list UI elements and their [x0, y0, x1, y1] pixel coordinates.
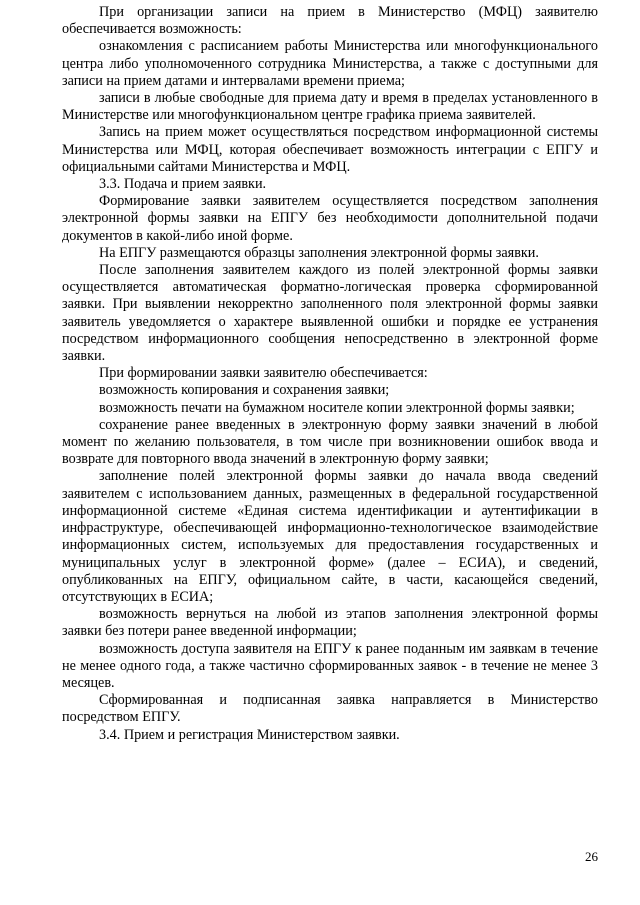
list-item: заполнение полей электронной формы заявки до начала ввода сведений заявителем с использованием данных, размещенных в федеральной государственной информационной системе «Единая система идентификации и аутентификации в инфраструктуре, обеспечивающей информационно-технологическое взаимодействие информационных систем, используемых для предоставления государственных и муниципальных услуг в электронной форме» (далее – ЕСИА), и сведений, опубликованных на ЕПГУ, официальном сайте, в части, касающейся сведений, отсутствующих в ЕСИА;: [62, 468, 598, 605]
list-item: возможность печати на бумажном носителе копии электронной формы заявки;: [99, 399, 575, 416]
list-item: возможность копирования и сохранения заявки;: [99, 382, 390, 399]
section-heading: 3.4. Прием и регистрация Министерством заявки.: [99, 726, 400, 743]
paragraph: Формирование заявки заявителем осуществляется посредством заполнения электронной формы заявки на ЕПГУ без необходимости дополнительной подачи документов в какой-либо иной форме.: [62, 193, 598, 244]
paragraph: При формировании заявки заявителю обеспечивается:: [99, 365, 428, 382]
paragraph: При организации записи на прием в Министерство (МФЦ) заявителю обеспечивается возможность:: [62, 4, 598, 38]
list-item: возможность вернуться на любой из этапов заполнения электронной формы заявки без потери ранее введенной информации;: [62, 606, 598, 640]
paragraph: На ЕПГУ размещаются образцы заполнения электронной формы заявки.: [99, 244, 539, 261]
document-body: [62, 4, 598, 744]
paragraph: После заполнения заявителем каждого из полей электронной формы заявки осуществляется автоматическая форматно-логическая проверка сформированной заявки. При выявлении некорректно заполненного поля электронной формы заявки заявитель уведомляется о характере выявленной ошибки и порядке ее устранения посредством информационного сообщения непосредственно в электронной форме заявки.: [62, 262, 598, 365]
paragraph: Запись на прием может осуществляться посредством информационной системы Министерства или МФЦ, которая обеспечивает возможность интеграции с ЕПГУ и официальными сайтами Министерства и МФЦ.: [62, 124, 598, 175]
paragraph: записи в любые свободные для приема дату и время в пределах установленного в Министерстве или многофункциональном центре графика приема заявителей.: [62, 90, 598, 124]
section-heading: 3.3. Подача и прием заявки.: [99, 176, 267, 193]
list-item: сохранение ранее введенных в электронную форму заявки значений в любой момент по желанию пользователя, в том числе при возникновении ошибок ввода и возврате для повторного ввода значений в электронную форму заявки;: [62, 416, 598, 468]
paragraph: Сформированная и подписанная заявка направляется в Министерство посредством ЕПГУ.: [62, 692, 598, 726]
paragraph: ознакомления с расписанием работы Министерства или многофункционального центра либо уполномоченного сотрудника Министерства, а также с доступными для записи на прием датами и интервалами времени приема;: [62, 38, 598, 89]
page-number: 26: [585, 849, 598, 864]
list-item: возможность доступа заявителя на ЕПГУ к ранее поданным им заявкам в течение не менее одного года, а также частично сформированных заявок - в течение не менее 3 месяцев.: [62, 640, 598, 691]
